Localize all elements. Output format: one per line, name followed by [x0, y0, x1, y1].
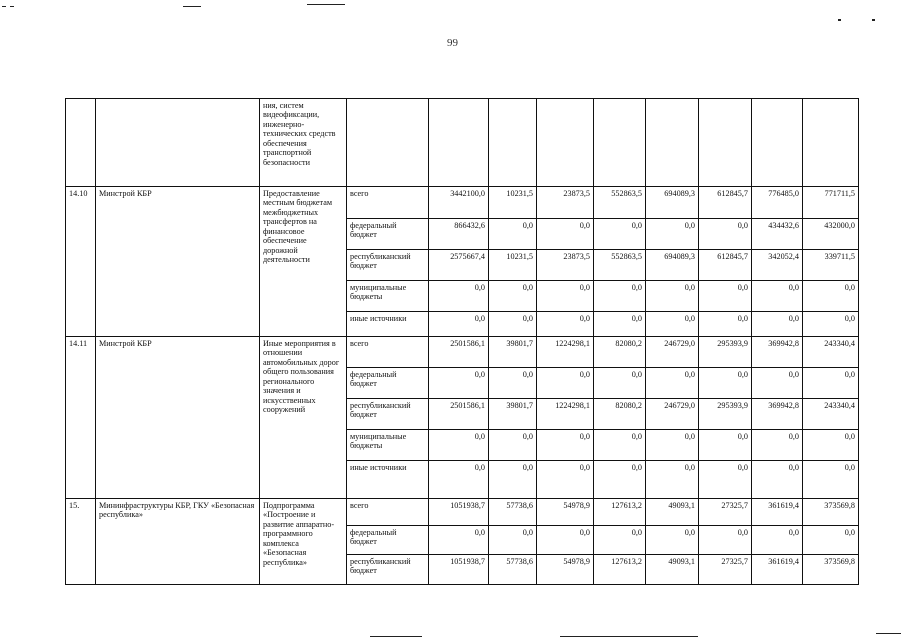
value-cell: 0,0	[752, 461, 803, 499]
value-cell: 369942,8	[752, 399, 803, 430]
table-row	[66, 337, 859, 368]
funding-source: федеральный бюджет	[347, 219, 429, 250]
item-executor: Минстрой КБР	[96, 337, 260, 499]
value-cell: 694089,3	[646, 187, 699, 219]
value-cell: 0,0	[429, 368, 489, 399]
value-cell: 0,0	[646, 526, 699, 555]
value-cell: 82080,2	[594, 399, 646, 430]
value-cell: 0,0	[537, 368, 594, 399]
scan-mark	[370, 636, 422, 637]
value-cell: 57738,6	[489, 555, 537, 585]
value-cell: 552863,5	[594, 250, 646, 281]
value-cell: 295393,9	[699, 337, 752, 368]
funding-source: федеральный бюджет	[347, 368, 429, 399]
funding-source: иные источники	[347, 461, 429, 499]
value-cell: 0,0	[646, 281, 699, 312]
scan-mark	[183, 6, 201, 7]
value-cell: 0,0	[537, 281, 594, 312]
value-cell: 0,0	[489, 312, 537, 337]
value-cell: 0,0	[594, 281, 646, 312]
value-cell: 432000,0	[803, 219, 859, 250]
value-cell: 0,0	[752, 312, 803, 337]
source-cell	[347, 99, 429, 187]
funding-source: муниципальные бюджеты	[347, 430, 429, 461]
value-cell: 0,0	[489, 526, 537, 555]
value-cell: 0,0	[489, 281, 537, 312]
item-code: 14.10	[66, 187, 96, 337]
value-cell: 342052,4	[752, 250, 803, 281]
value-cell: 0,0	[752, 368, 803, 399]
value-cell: 295393,9	[699, 399, 752, 430]
value-cell: 0,0	[489, 461, 537, 499]
value-cell: 0,0	[537, 219, 594, 250]
value-cell: 127613,2	[594, 555, 646, 585]
item-executor: Мининфраструктуры КБР, ГКУ «Безопасная республика»	[96, 499, 260, 585]
value-cell: 373569,8	[803, 555, 859, 585]
executor-cell	[96, 99, 260, 187]
scan-mark	[2, 6, 6, 7]
value-cell: 0,0	[489, 430, 537, 461]
value-cell: 0,0	[646, 461, 699, 499]
value-cell: 27325,7	[699, 499, 752, 526]
value-cell: 339711,5	[803, 250, 859, 281]
value-cell: 0,0	[646, 368, 699, 399]
value-cell	[699, 99, 752, 187]
value-cell: 0,0	[594, 312, 646, 337]
budget-table	[65, 98, 859, 585]
scan-mark	[872, 19, 875, 21]
value-cell: 0,0	[429, 430, 489, 461]
value-cell: 246729,0	[646, 337, 699, 368]
value-cell: 0,0	[699, 526, 752, 555]
value-cell: 2501586,1	[429, 337, 489, 368]
value-cell: 57738,6	[489, 499, 537, 526]
value-cell: 0,0	[594, 368, 646, 399]
value-cell: 0,0	[803, 281, 859, 312]
funding-source: муниципальные бюджеты	[347, 281, 429, 312]
value-cell	[752, 99, 803, 187]
value-cell: 0,0	[429, 461, 489, 499]
value-cell: 0,0	[594, 430, 646, 461]
value-cell: 82080,2	[594, 337, 646, 368]
value-cell: 694089,3	[646, 250, 699, 281]
value-cell: 23873,5	[537, 250, 594, 281]
value-cell: 0,0	[752, 430, 803, 461]
value-cell	[646, 99, 699, 187]
value-cell: 39801,7	[489, 399, 537, 430]
value-cell: 10231,5	[489, 187, 537, 219]
value-cell	[594, 99, 646, 187]
value-cell: 27325,7	[699, 555, 752, 585]
table-row	[66, 499, 859, 526]
value-cell: 23873,5	[537, 187, 594, 219]
value-cell: 246729,0	[646, 399, 699, 430]
value-cell: 0,0	[803, 461, 859, 499]
value-cell: 776485,0	[752, 187, 803, 219]
item-code: 14.11	[66, 337, 96, 499]
value-cell: 0,0	[752, 526, 803, 555]
value-cell: 243340,4	[803, 399, 859, 430]
value-cell: 0,0	[429, 281, 489, 312]
value-cell: 0,0	[752, 281, 803, 312]
value-cell: 0,0	[429, 526, 489, 555]
value-cell: 0,0	[594, 219, 646, 250]
scan-mark	[560, 636, 698, 637]
value-cell: 49093,1	[646, 499, 699, 526]
value-cell: 54978,9	[537, 499, 594, 526]
value-cell: 0,0	[489, 219, 537, 250]
value-cell: 0,0	[537, 526, 594, 555]
value-cell	[803, 99, 859, 187]
value-cell: 1224298,1	[537, 399, 594, 430]
item-executor: Минстрой КБР	[96, 187, 260, 337]
value-cell: 3442100,0	[429, 187, 489, 219]
value-cell: 0,0	[646, 219, 699, 250]
scan-mark	[307, 4, 345, 5]
value-cell: 54978,9	[537, 555, 594, 585]
value-cell: 1051938,7	[429, 555, 489, 585]
funding-source: республиканский бюджет	[347, 399, 429, 430]
item-measure: Подпрограмма «Построение и развитие аппаратно-программного комплекса «Безопасная республика»	[260, 499, 347, 585]
value-cell: 0,0	[803, 312, 859, 337]
item-measure: Предоставление местным бюджетам межбюджетных трансфертов на финансовое обеспечение дорожной деятельности	[260, 187, 347, 337]
value-cell: 369942,8	[752, 337, 803, 368]
funding-source: иные источники	[347, 312, 429, 337]
item-measure: Иные мероприятия в отношении автомобильных дорог общего пользования регионального значения и искусственных сооружений	[260, 337, 347, 499]
value-cell: 0,0	[699, 219, 752, 250]
value-cell: 612845,7	[699, 187, 752, 219]
measure-continuation-cell: ния, систем видеофиксации, инженерно-технических средств обеспечения транспортной безопасности	[260, 99, 347, 187]
value-cell: 0,0	[803, 368, 859, 399]
value-cell	[429, 99, 489, 187]
code-cell	[66, 99, 96, 187]
value-cell: 0,0	[594, 526, 646, 555]
value-cell: 0,0	[699, 368, 752, 399]
funding-source: республиканский бюджет	[347, 250, 429, 281]
value-cell: 2575667,4	[429, 250, 489, 281]
value-cell	[489, 99, 537, 187]
value-cell	[537, 99, 594, 187]
value-cell: 0,0	[699, 312, 752, 337]
value-cell: 361619,4	[752, 555, 803, 585]
item-code: 15.	[66, 499, 96, 585]
value-cell: 49093,1	[646, 555, 699, 585]
value-cell: 373569,8	[803, 499, 859, 526]
value-cell: 361619,4	[752, 499, 803, 526]
value-cell: 552863,5	[594, 187, 646, 219]
value-cell: 0,0	[537, 312, 594, 337]
value-cell: 866432,6	[429, 219, 489, 250]
value-cell: 243340,4	[803, 337, 859, 368]
continuation-row	[66, 99, 859, 187]
value-cell: 10231,5	[489, 250, 537, 281]
value-cell: 0,0	[537, 461, 594, 499]
value-cell: 127613,2	[594, 499, 646, 526]
scan-mark	[10, 6, 14, 7]
funding-source: федеральный бюджет	[347, 526, 429, 555]
table-row	[66, 187, 859, 219]
scan-mark	[838, 19, 841, 21]
value-cell: 0,0	[489, 368, 537, 399]
funding-source: всего	[347, 187, 429, 219]
value-cell: 0,0	[803, 430, 859, 461]
value-cell: 1224298,1	[537, 337, 594, 368]
value-cell: 0,0	[429, 312, 489, 337]
value-cell: 0,0	[537, 430, 594, 461]
value-cell: 0,0	[594, 461, 646, 499]
value-cell: 0,0	[646, 312, 699, 337]
funding-source: всего	[347, 499, 429, 526]
value-cell: 0,0	[699, 281, 752, 312]
funding-source: всего	[347, 337, 429, 368]
value-cell: 0,0	[699, 430, 752, 461]
value-cell: 39801,7	[489, 337, 537, 368]
value-cell: 434432,6	[752, 219, 803, 250]
value-cell: 1051938,7	[429, 499, 489, 526]
value-cell: 0,0	[646, 430, 699, 461]
value-cell: 2501586,1	[429, 399, 489, 430]
funding-source: республиканский бюджет	[347, 555, 429, 585]
value-cell: 0,0	[803, 526, 859, 555]
value-cell: 612845,7	[699, 250, 752, 281]
value-cell: 0,0	[699, 461, 752, 499]
value-cell: 771711,5	[803, 187, 859, 219]
page-number: 99	[447, 37, 458, 49]
scan-mark	[876, 633, 901, 634]
